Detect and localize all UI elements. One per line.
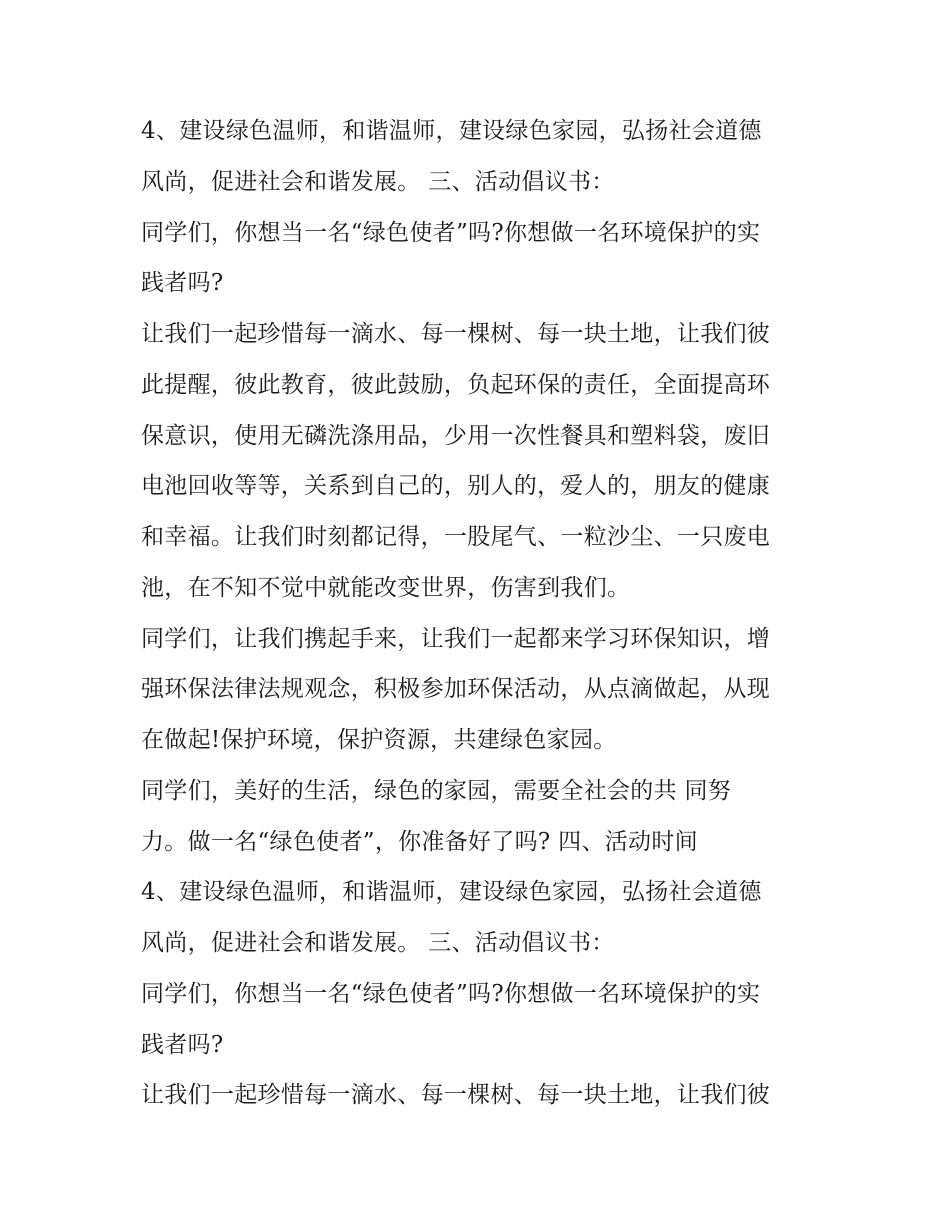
text-line: 强环保法律法规观念，积极参加环保活动，从点滴做起，从现 [141, 676, 771, 702]
text-line: 电池回收等等，关系到自己的，别人的，爱人的，朋友的健康 [141, 473, 771, 499]
text-line: 4、建设绿色温师，和谐温师，建设绿色家园，弘扬社会道德 [141, 118, 762, 144]
text-line: 风尚，促进社会和谐发展。 三、活动倡议书： [141, 930, 615, 956]
text-line: 同学们，你想当一名“绿色使者”吗?你想做一名环境保护的实 [141, 981, 761, 1007]
text-line: 此提醒，彼此教育，彼此鼓励，负起环保的责任，全面提高环 [141, 372, 771, 398]
text-line: 让我们一起珍惜每一滴水、每一棵树、每一块土地，让我们彼 [141, 1082, 771, 1108]
text-line: 践者吗? [141, 270, 224, 296]
text-line: 和幸福。让我们时刻都记得，一股尾气、一粒沙尘、一只废电 [141, 524, 771, 550]
text-line: 同学们，美好的生活，绿色的家园，需要全社会的共 同努 [141, 778, 732, 804]
text-line: 同学们，你想当一名“绿色使者”吗?你想做一名环境保护的实 [141, 220, 761, 246]
text-line: 4、建设绿色温师，和谐温师，建设绿色家园，弘扬社会道德 [141, 879, 762, 905]
text-line: 践者吗? [141, 1032, 224, 1058]
text-line: 风尚，促进社会和谐发展。 三、活动倡议书： [141, 169, 615, 195]
text-line: 让我们一起珍惜每一滴水、每一棵树、每一块土地，让我们彼 [141, 321, 771, 347]
text-line: 池，在不知不觉中就能改变世界，伤害到我们。 [141, 575, 631, 601]
text-line: 力。做一名“绿色使者”，你准备好了吗? 四、活动时间 [141, 829, 698, 855]
text-line: 在做起!保护环境，保护资源，共建绿色家园。 [141, 727, 617, 753]
text-line: 同学们，让我们携起手来，让我们一起都来学习环保知识，增 [141, 626, 771, 652]
text-line: 保意识，使用无磷洗涤用品，少用一次性餐具和塑料袋，废旧 [141, 423, 771, 449]
